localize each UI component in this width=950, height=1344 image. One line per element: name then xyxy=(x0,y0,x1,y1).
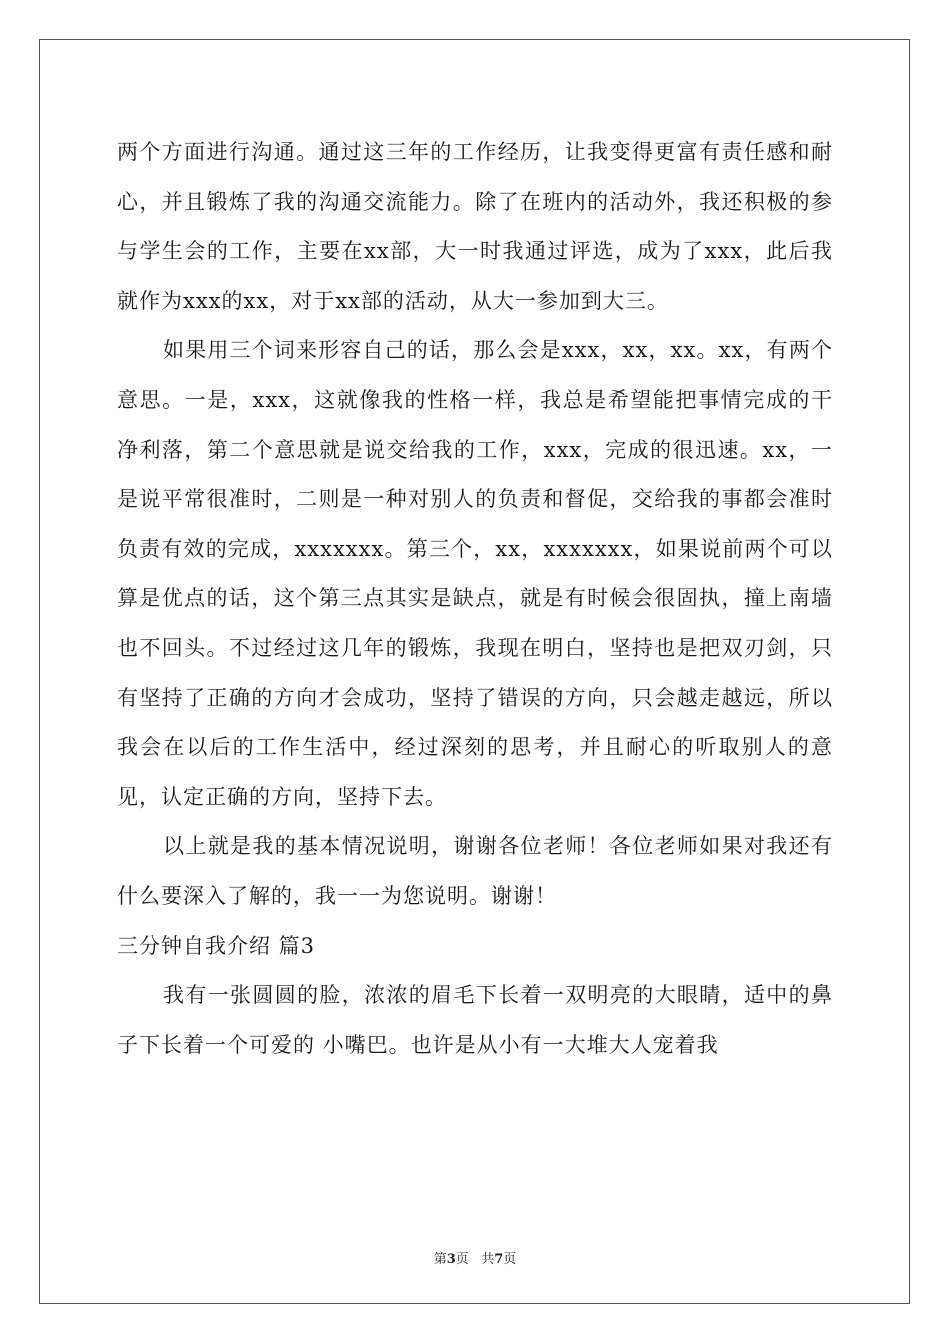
page-suffix: 页 xyxy=(455,1252,469,1267)
page-prefix: 第 xyxy=(433,1252,447,1267)
page-total: 7 xyxy=(494,1252,504,1267)
paragraph-section-3: 我有一张圆圆的脸，浓浓的眉毛下长着一双明亮的大眼睛，适中的鼻子下长着一个可爱的 小嘴巴。也许是从小有一大堆大人宠着我 xyxy=(117,983,833,1057)
total-suffix: 页 xyxy=(503,1252,517,1267)
page-current: 3 xyxy=(446,1252,456,1267)
paragraph-three-words: 如果用三个词来形容自己的话，那么会是xxx，xx，xx。xx，有两个意思。一是，xxx，这就像我的性格一样，我总是希望能把事情完成的干净利落，第二个意思就是说交给我的工作，xxx，完成的很迅速。xx，一是说平常很准时，二则是一种对别人的负责和督促，交给我的事都会准时负责有效的完成，xxxxxxx。第三个，xx，xxxxxxx，如果说前两个可以算是优点的话，这个第三点其实是缺点，就是有时候会很固执，撞上南墙也不回头。不过经过这几年的锻炼，我现在明白，坚持也是把双刃剑，只有坚持了正确的方向才会成功，坚持了错误的方向，只会越走越远，所以我会在以后的工作生活中，经过深刻的思考，并且耐心的听取别人的意见，认定正确的方向，坚持下去。 xyxy=(117,338,833,809)
section-heading: 三分钟自我介绍 篇3 xyxy=(117,933,316,958)
paragraph-continued: 两个方面进行沟通。通过这三年的工作经历，让我变得更富有责任感和耐心，并且锻炼了我的沟通交流能力。除了在班内的活动外，我还积极的参与学生会的工作，主要在xx部，大一时我通过评选，成为了xxx，此后我就作为xxx的xx，对于xx部的活动，从大一参加到大三。 xyxy=(117,140,833,313)
paragraph-closing: 以上就是我的基本情况说明，谢谢各位老师！各位老师如果对我还有什么要深入了解的，我一一为您说明。谢谢！ xyxy=(117,834,833,908)
document-body xyxy=(117,128,833,1070)
page-footer xyxy=(0,1248,950,1267)
total-prefix: 共 xyxy=(481,1252,495,1267)
